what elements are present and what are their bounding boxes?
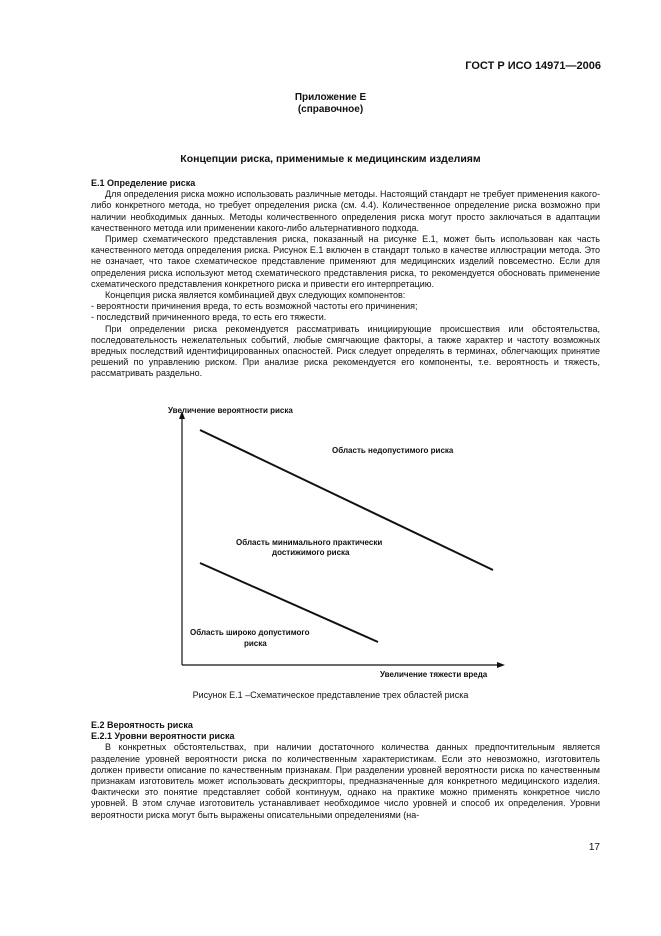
annex-title: Приложение Е <box>294 92 367 103</box>
e1-heading: Е.1 Определение риска <box>91 178 196 188</box>
region-acceptable-label-line1: Область широко допустимого <box>190 628 310 637</box>
x-axis-label: Увеличение тяжести вреда <box>380 670 488 679</box>
e1-paragraph-2: Пример схематического представления риска, показанный на рисунке Е.1, может быть использован как часть качественного метода определения риска. Рисунок Е.1 включен в стандарт только в качестве иллюстрации метода. Это не означает, что такое схематическое представление применяют для медицинских изделий повсеместно. Если для определения риска используют метод схематического представления риска, то рекомендуется обосновать применение схематического представления конкретного риска и привести его интерпретацию. <box>91 234 600 289</box>
risk-diagram <box>160 405 520 680</box>
x-axis-arrow-icon <box>497 662 505 668</box>
section-e2 <box>91 720 600 821</box>
e2-heading: Е.2 Вероятность риска <box>91 720 193 730</box>
y-axis-label: Увеличение вероятности риска <box>168 406 293 415</box>
e2-subheading: Е.2.1 Уровни вероятности риска <box>91 731 235 742</box>
standard-number: ГОСТ Р ИСО 14971—2006 <box>465 60 601 72</box>
region-alarp-label-line1: Область минимального практически <box>236 538 383 547</box>
e1-paragraph-4: При определении риска рекомендуется рассматривать инициирующие происшествия или обстоятельства, последовательность нежелательных событий, любые смягчающие факторы, а также характер и частоту возможных вредных последствий идентифицированных опасностей. Риск следует определять в терминах, облегчающих принятие решений по управлению риском. При анализе риска рекомендуется его компоненты, т.е. вероятность и тяжесть, рассматривать раздельно. <box>91 323 600 379</box>
e2-paragraph: В конкретных обстоятельствах, при наличии достаточного количества данных предпочтительным является разделение уровней вероятности риска по количественным характеристикам. Если это невозможно, изготовитель должен привести описание по качественным признакам. При разделении уровней вероятности риска по качественным признакам изготовитель может использовать дескрипторы, предназначенные для конкретного медицинского изделия. Фактически это понятие представляет собой континуум, однако на практике можно применять конкретное число уровней. В этом случае изготовитель устанавливает необходимое число уровней и способ их определения. Уровни вероятности риска могут быть выражены описательными определениями (на- <box>91 742 600 820</box>
region-acceptable-label-line2: риска <box>244 639 267 648</box>
figure-caption: Рисунок Е.1 –Схематическое представление трех областей риска <box>192 690 469 700</box>
e1-list-item-1: - вероятности причинения вреда, то есть возможной частоты его причинения; <box>91 301 418 312</box>
annex-subtitle: (справочное) <box>297 104 364 115</box>
region-alarp-label-line2: достижимого риска <box>272 548 350 557</box>
e1-paragraph-3: Концепция риска является комбинацией двух следующих компонентов: <box>105 290 406 301</box>
e1-paragraph-1: Для определения риска можно использовать различные методы. Настоящий стандарт не требует применения какого-либо конкретного метода, но требует определения риска (см. 4.4). Количественное определение риска возможно при наличии необходимых данных. Методы количественного определения риска могут просто заключаться в адаптации качественного метода или применении какого-либо альтернативного подхода. <box>91 189 600 233</box>
annex-heading <box>0 92 661 116</box>
page-number: 17 <box>588 842 600 853</box>
risk-diagram-svg <box>160 405 520 680</box>
section-title: Концепции риска, применимые к медицинским изделиям <box>180 153 481 165</box>
region-unacceptable-label: Область недопустимого риска <box>332 446 454 455</box>
e1-list-item-2: - последствий причиненного вреда, то есть его тяжести. <box>91 312 327 323</box>
section-e1 <box>91 178 600 380</box>
